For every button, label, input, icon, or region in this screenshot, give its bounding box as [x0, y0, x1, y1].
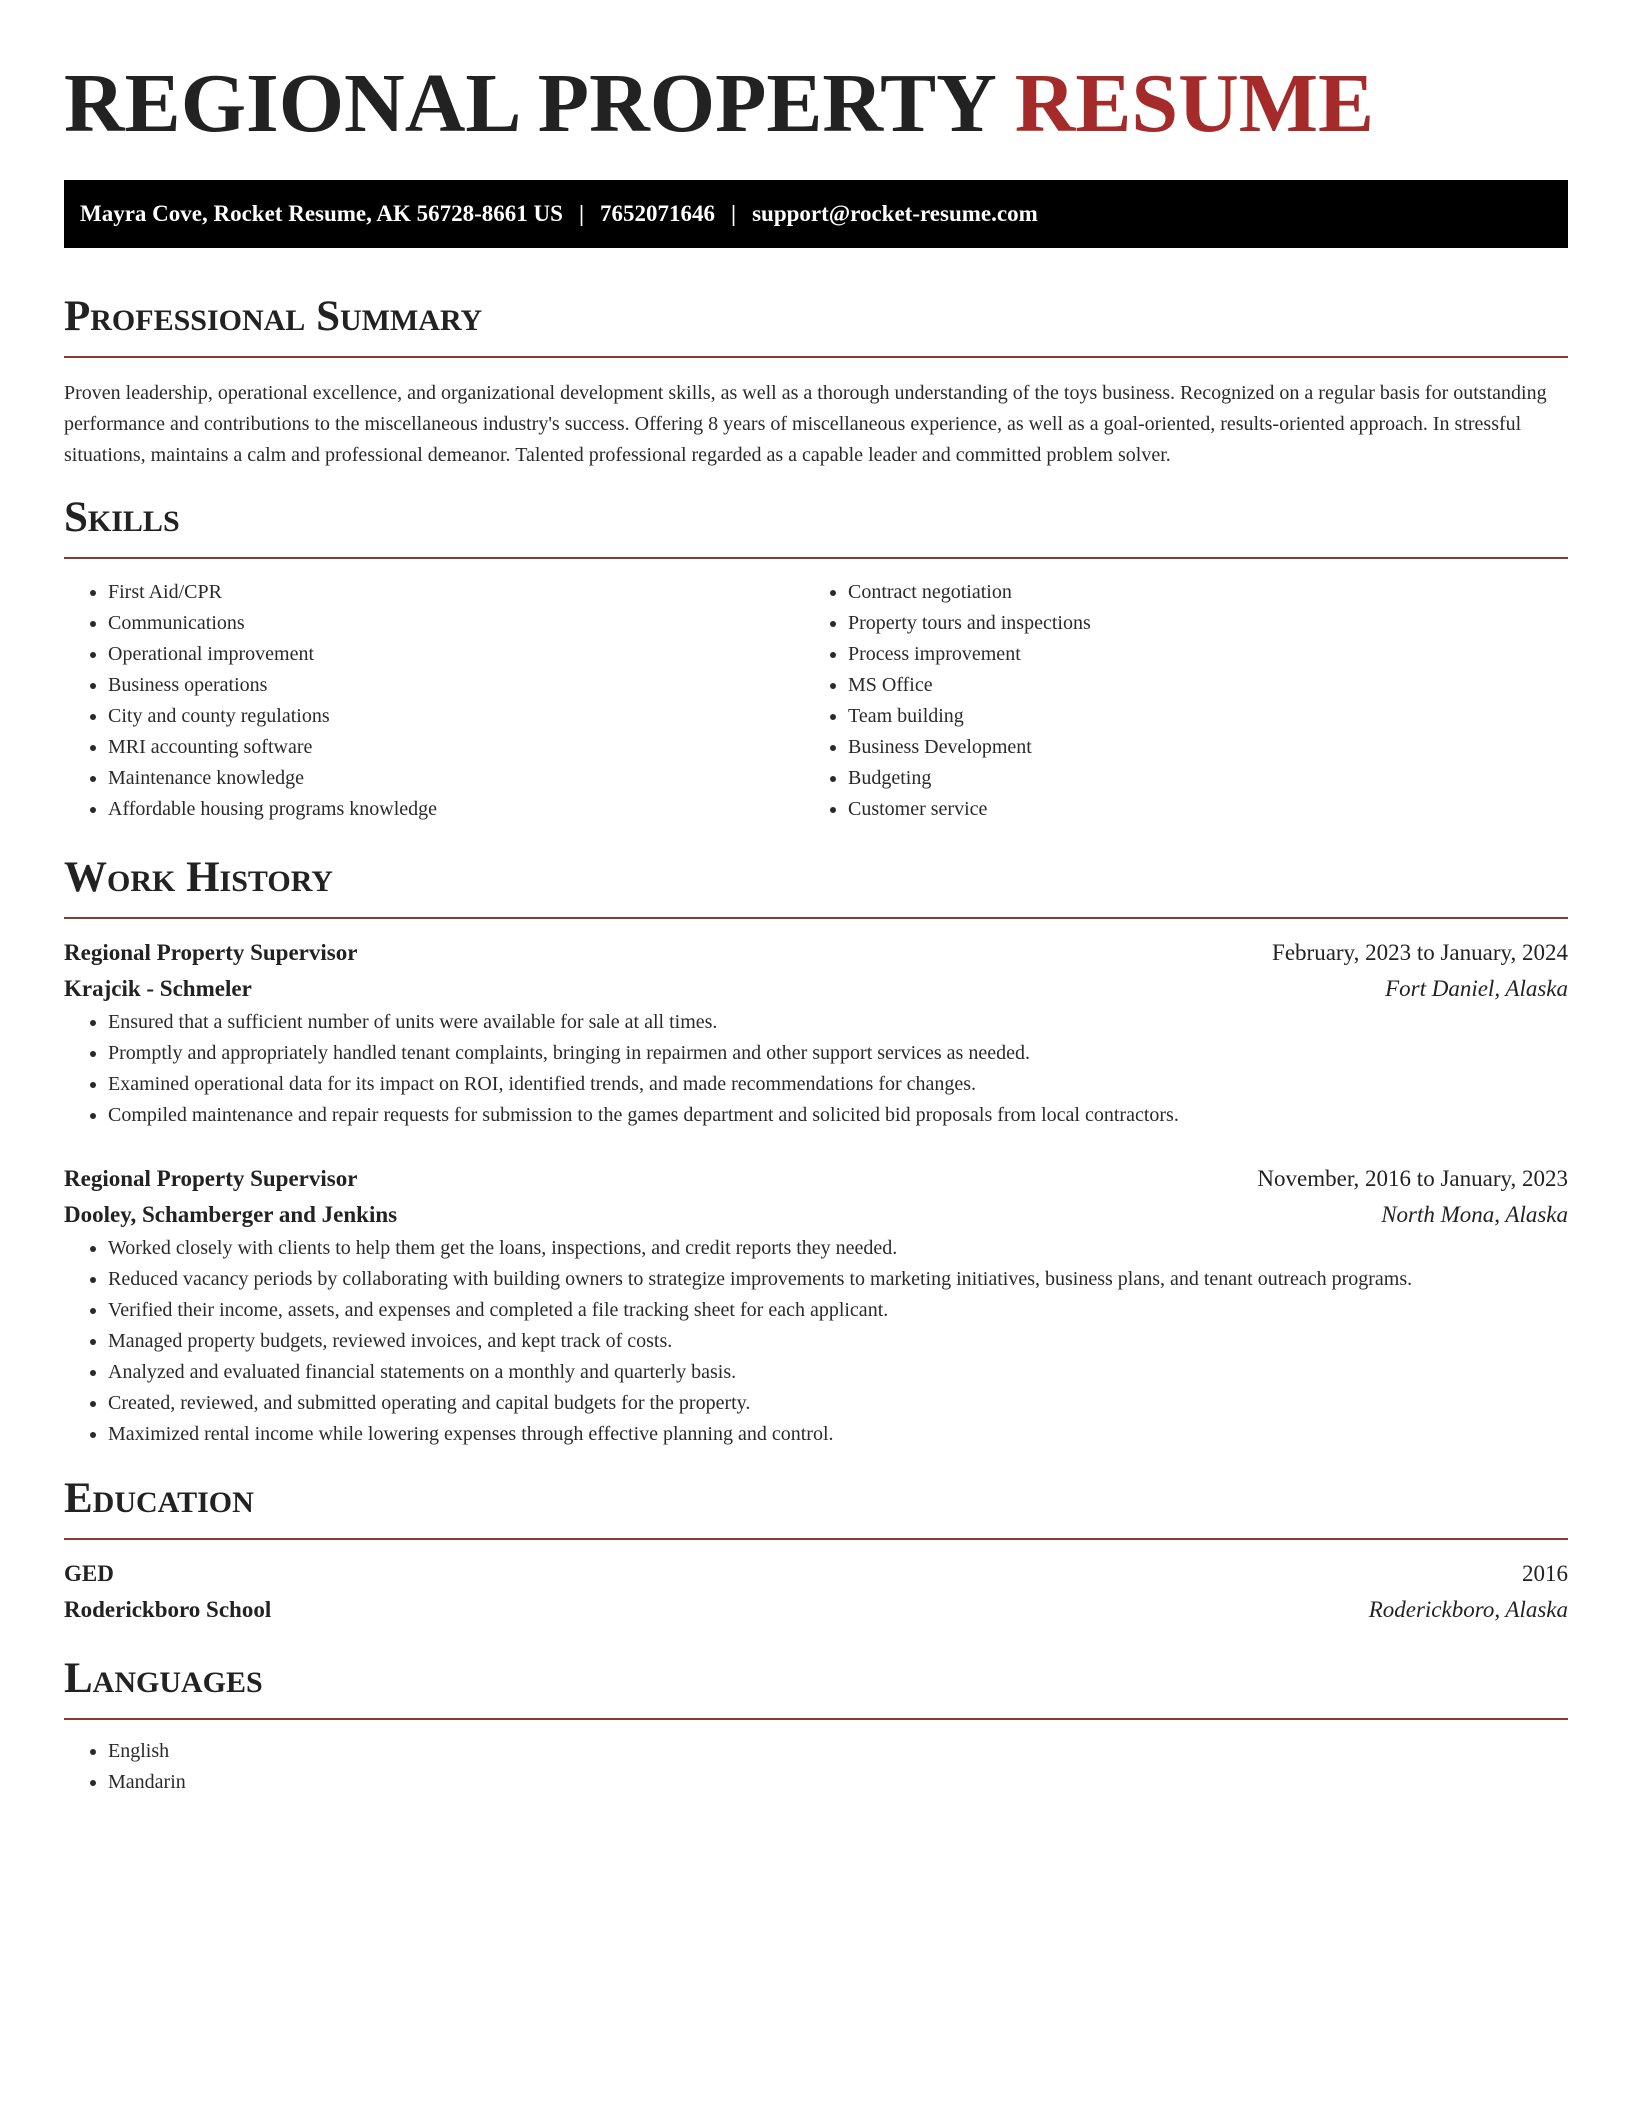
education-degree: GED — [64, 1561, 114, 1586]
skills-section — [64, 493, 1568, 825]
section-heading-education: Education — [64, 1475, 254, 1522]
language-item: • English — [108, 1736, 1568, 1767]
job-bullet: • Promptly and appropriately handled tenant complaints, bringing in repairmen and other support services as needed. — [108, 1038, 1568, 1069]
section-heading-languages: Languages — [64, 1655, 263, 1702]
education-entry — [64, 1556, 1568, 1628]
education-school-row — [64, 1592, 1568, 1628]
skills-grid — [64, 577, 1568, 825]
job-bullet: • Examined operational data for its impact on ROI, identified trends, and made recommendations for changes. — [108, 1069, 1568, 1100]
skills-list-left — [64, 577, 804, 825]
job-header-row — [64, 935, 1568, 971]
job-entry — [64, 935, 1568, 1131]
job-bullet: • Worked closely with clients to help them get the loans, inspections, and credit reports they needed. — [108, 1233, 1568, 1264]
skill-item: • Operational improvement — [108, 639, 804, 670]
education-section — [64, 1474, 1568, 1628]
section-heading-skills: Skills — [64, 494, 180, 541]
contact-bar — [64, 180, 1568, 248]
summary-text: Proven leadership, operational excellence, and organizational development skills, as well as a thorough understanding of the toys business. Recognized on a regular basis for outstanding performance and contributions to the miscellaneous industry's success. Offering 8 years of miscellaneous experience, as well as a goal-oriented, results-oriented approach. In stressful situations, maintains a calm and professional demeanor. Talented professional regarded as a capable leader and committed problem solver. — [64, 382, 1547, 466]
skills-column-left — [64, 577, 804, 825]
title-accent: RESUME — [1014, 57, 1375, 150]
skill-item: • MRI accounting software — [108, 732, 804, 763]
skill-item: • Process improvement — [848, 639, 1544, 670]
skill-item: • MS Office — [848, 670, 1544, 701]
contact-phone: 7652071646 — [600, 201, 716, 226]
job-dates: February, 2023 to January, 2024 — [1272, 940, 1568, 965]
section-divider — [64, 1538, 1568, 1540]
job-title: Regional Property Supervisor — [64, 940, 358, 965]
work-history-section — [64, 853, 1568, 1450]
skills-list-right — [804, 577, 1544, 825]
resume-title — [64, 0, 1568, 150]
job-bullet: • Maximized rental income while lowering expenses through effective planning and control. — [108, 1419, 1568, 1450]
skills-column-right — [804, 577, 1544, 825]
section-heading-work-history: Work History — [64, 854, 333, 901]
job-company: Krajcik - Schmeler — [64, 976, 252, 1001]
skill-item: • Budgeting — [848, 763, 1544, 794]
skill-item: • City and county regulations — [108, 701, 804, 732]
job-bullet: • Analyzed and evaluated financial statements on a monthly and quarterly basis. — [108, 1357, 1568, 1388]
job-bullet-list — [64, 1233, 1568, 1450]
job-bullet: • Reduced vacancy periods by collaborating with building owners to strategize improvements to marketing initiatives, business plans, and tenant outreach programs. — [108, 1264, 1568, 1295]
skill-item: • Business operations — [108, 670, 804, 701]
skill-item: • Communications — [108, 608, 804, 639]
job-company-row — [64, 1197, 1568, 1233]
skill-item: • Team building — [848, 701, 1544, 732]
education-school: Roderickboro School — [64, 1597, 272, 1622]
language-item: • Mandarin — [108, 1767, 1568, 1798]
skill-item: • First Aid/CPR — [108, 577, 804, 608]
education-location: Roderickboro, Alaska — [1368, 1597, 1568, 1622]
skill-item: • Customer service — [848, 794, 1544, 825]
job-company: Dooley, Schamberger and Jenkins — [64, 1202, 398, 1227]
languages-section — [64, 1654, 1568, 1798]
summary-section — [64, 292, 1568, 471]
skill-item: • Contract negotiation — [848, 577, 1544, 608]
job-bullet: • Compiled maintenance and repair requests for submission to the games department and solicited bid proposals from local contractors. — [108, 1100, 1568, 1131]
job-bullet: • Created, reviewed, and submitted operating and capital budgets for the property. — [108, 1388, 1568, 1419]
job-bullet: • Managed property budgets, reviewed invoices, and kept track of costs. — [108, 1326, 1568, 1357]
job-location: Fort Daniel, Alaska — [1385, 976, 1568, 1001]
title-main: REGIONAL PROPERTY — [64, 57, 994, 150]
job-dates: November, 2016 to January, 2023 — [1257, 1166, 1568, 1191]
contact-separator: | — [731, 201, 737, 226]
job-title: Regional Property Supervisor — [64, 1166, 358, 1191]
contact-separator: | — [578, 201, 585, 226]
contact-address: Mayra Cove, Rocket Resume, AK 56728-8661 US — [80, 201, 563, 226]
education-year: 2016 — [1522, 1561, 1568, 1586]
skill-item: • Property tours and inspections — [848, 608, 1544, 639]
contact-email: support@rocket-resume.com — [752, 201, 1038, 226]
skill-item: • Affordable housing programs knowledge — [108, 794, 804, 825]
skill-item: • Maintenance knowledge — [108, 763, 804, 794]
job-bullet: • Verified their income, assets, and expenses and completed a file tracking sheet for each applicant. — [108, 1295, 1568, 1326]
section-divider — [64, 1718, 1568, 1720]
section-divider — [64, 917, 1568, 919]
job-bullet-list — [64, 1007, 1568, 1131]
job-company-row — [64, 971, 1568, 1007]
job-location: North Mona, Alaska — [1381, 1202, 1568, 1227]
section-divider — [64, 356, 1568, 358]
section-heading-summary: Professional Summary — [64, 293, 483, 340]
languages-list — [64, 1736, 1568, 1798]
education-header-row — [64, 1556, 1568, 1592]
skill-item: • Business Development — [848, 732, 1544, 763]
job-bullet: • Ensured that a sufficient number of units were available for sale at all times. — [108, 1007, 1568, 1038]
section-divider — [64, 557, 1568, 559]
job-entry — [64, 1161, 1568, 1450]
job-header-row — [64, 1161, 1568, 1197]
